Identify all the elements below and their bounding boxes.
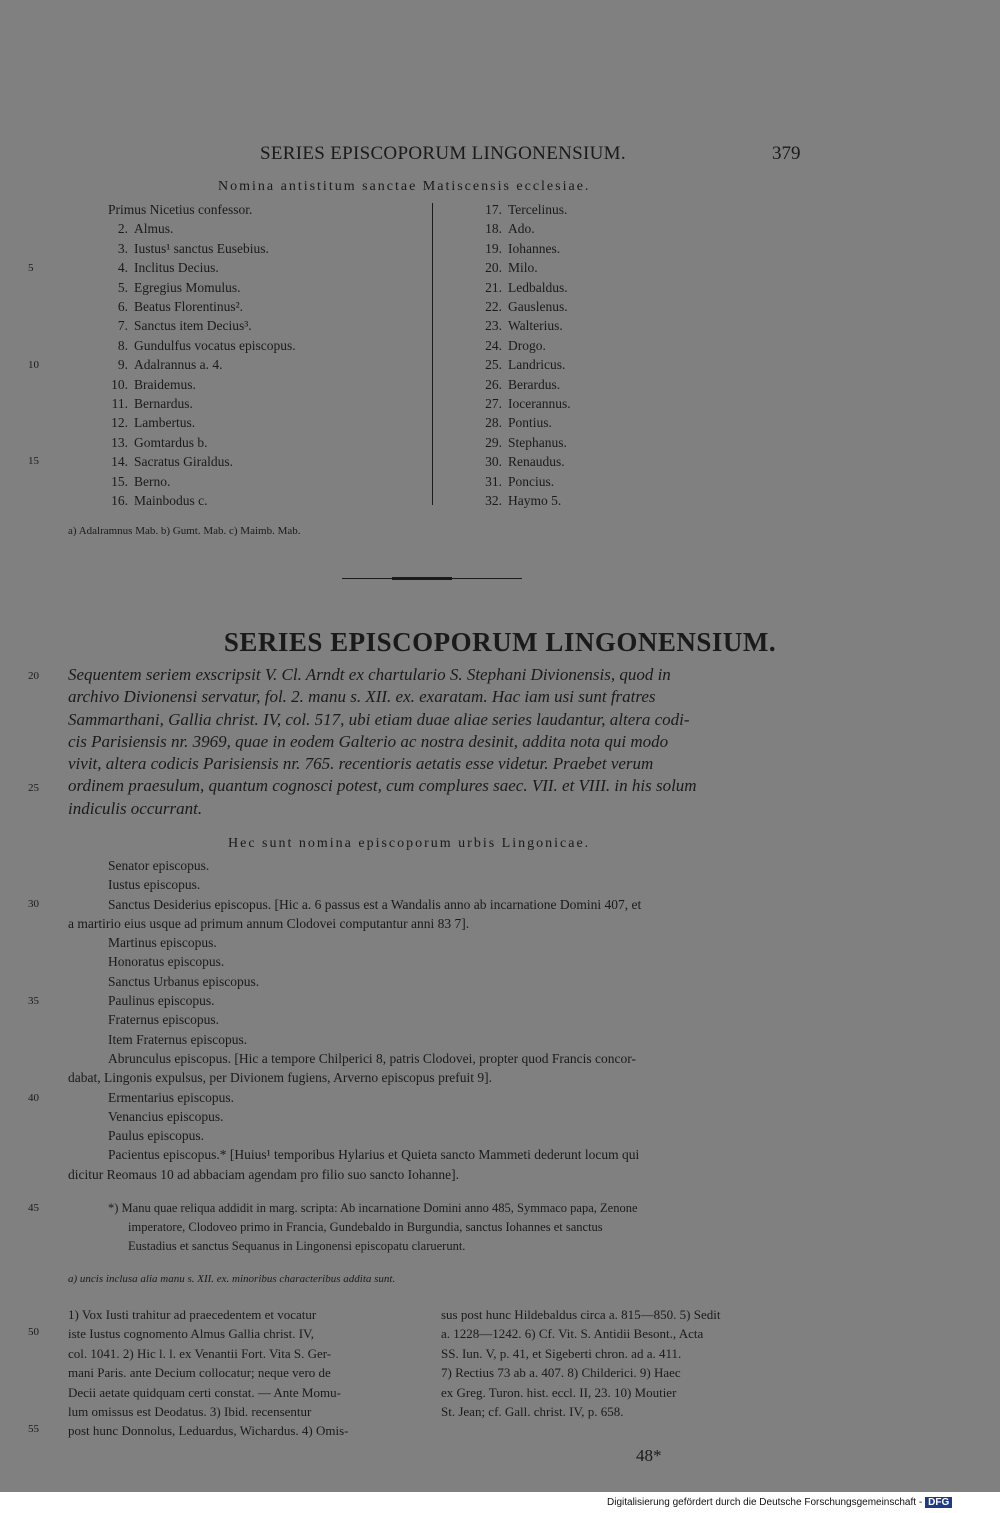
star-footnote-line: *) Manu quae reliqua addidit in marg. scripta: Ab incarnatione Domini anno 485, Symmaco papa, Zenone xyxy=(108,1201,638,1215)
bishop-entry xyxy=(108,375,296,394)
bishop-entry xyxy=(482,200,571,219)
intro-line: Sammarthani, Gallia christ. IV, col. 517, ubi etiam duae aliae series laudantur, altera codi- xyxy=(68,709,690,729)
bishop-name: Renaudus. xyxy=(508,454,565,470)
bishop-number: 29. xyxy=(485,434,502,450)
bishop-number: 8. xyxy=(117,337,128,353)
bishop-number: 5. xyxy=(117,279,128,295)
footnote-line: col. 1041. 2) Hic l. l. ex Venantii Fort. Vita S. Ger- xyxy=(68,1345,332,1361)
bishop-entry xyxy=(482,355,571,374)
bishop-entry xyxy=(108,394,296,413)
bishop-name: Beatus Florentinus². xyxy=(134,299,244,315)
bishop-name: Drogo. xyxy=(508,337,546,353)
bishop-number: 19. xyxy=(485,240,502,256)
footnote-line: SS. Iun. V, p. 41, et Sigeberti chron. ad a. 411. xyxy=(441,1345,682,1361)
bishop-name: Tercelinus. xyxy=(508,202,568,217)
bishop-number: 22. xyxy=(485,299,502,315)
bishop-number: 24. xyxy=(485,337,502,353)
margin-line-number: 45 xyxy=(28,1202,39,1214)
footnotes-left-column xyxy=(68,1305,428,1441)
bishop-name: Ledbaldus. xyxy=(508,279,568,295)
star-footnote xyxy=(108,1199,803,1256)
credit-text: Digitalisierung gefördert durch die Deutsche Forschungsgemeinschaft - xyxy=(607,1497,923,1508)
bishop-entry xyxy=(108,219,296,238)
bishop-name: Mainbodus c. xyxy=(134,493,208,509)
bishop-number: 12. xyxy=(111,415,128,431)
bishop-name: Braidemus. xyxy=(134,376,196,392)
bishop-name: Sacratus Giraldus. xyxy=(134,454,233,470)
bishop-entry xyxy=(482,239,571,258)
lingonicae-list-line: dabat, Lingonis expulsus, per Divionem fugiens, Arverno episcopus prefuit 9]. xyxy=(68,1070,493,1086)
footnote-line: 7) Rectius 73 ab a. 407. 8) Childerici. 9) Haec xyxy=(441,1365,681,1381)
bishop-name: Egregius Momulus. xyxy=(134,279,241,295)
lingonicae-list-line: Venancius episcopus. xyxy=(108,1108,224,1124)
lingonicae-list-line: Fraternus episcopus. xyxy=(108,1012,219,1028)
bishop-name: Gauslenus. xyxy=(508,299,568,315)
bishop-number: 32. xyxy=(485,493,502,509)
lingonicae-list-line: Abrunculus episcopus. [Hic a tempore Chilperici 8, patris Clodovei, propter quod Francis concor- xyxy=(108,1050,636,1066)
lingonicae-list-line: Paulinus episcopus. xyxy=(108,993,215,1009)
bishop-number: 4. xyxy=(117,260,128,276)
running-header-title: SERIES EPISCOPORUM LINGONENSIUM. xyxy=(260,143,626,164)
footnote-line: St. Jean; cf. Gall. christ. IV, p. 658. xyxy=(441,1404,624,1420)
page-number: 379 xyxy=(772,143,801,164)
margin-line-number: 20 xyxy=(28,670,39,682)
bishop-list-right xyxy=(482,200,571,511)
star-footnote-line: Eustadius et sanctus Sequanus in Lingonensi episcopatu claruerunt. xyxy=(128,1239,466,1253)
bishop-name: Sanctus item Decius³. xyxy=(134,318,252,334)
bishop-number: 27. xyxy=(485,396,502,412)
signature-mark: 48* xyxy=(636,1446,662,1465)
margin-line-number: 55 xyxy=(28,1423,39,1435)
intro-line: archivo Divionensi servatur, fol. 2. manu s. XII. ex. exaratam. Hac iam usi sunt fratres xyxy=(68,687,656,707)
margin-line-number: 5 xyxy=(28,262,34,274)
bishop-entry xyxy=(482,472,571,491)
bishop-number: 17. xyxy=(485,202,502,217)
bishop-number: 26. xyxy=(485,376,502,392)
lingonicae-list-line: Sanctus Desiderius episcopus. [Hic a. 6 passus est a Wandalis anno ab incarnatione Domini 407, et xyxy=(108,896,642,912)
bishop-entry xyxy=(482,336,571,355)
intro-line: Sequentem seriem exscripsit V. Cl. Arndt ex chartulario S. Stephani Divionensis, quod in xyxy=(68,665,671,684)
intro-line: vivit, altera codicis Parisiensis nr. 765. recentioris aetatis esse videtur. Praebet verum xyxy=(68,754,654,774)
bishop-entry xyxy=(108,413,296,432)
bishop-number: 30. xyxy=(485,454,502,470)
footnote-line: 1) Vox Iusti trahitur ad praecedentem et vocatur xyxy=(68,1307,317,1322)
margin-line-number: 30 xyxy=(28,898,39,910)
bishop-name: Pontius. xyxy=(508,415,552,431)
bishop-name: Berardus. xyxy=(508,376,561,392)
bishop-entry xyxy=(482,433,571,452)
bishop-number: 7. xyxy=(117,318,128,334)
bishop-number: 2. xyxy=(117,221,128,237)
lingonicae-list-title: Hec sunt nomina episcoporum urbis Lingonicae. xyxy=(228,836,591,851)
bishop-entry xyxy=(108,297,296,316)
footnote-line: mani Paris. ante Decium collocatur; neque vero de xyxy=(68,1365,331,1381)
bishop-entry xyxy=(108,258,296,277)
footnote-line: iste Iustus cognomento Almus Gallia christ. IV, xyxy=(68,1326,315,1342)
matiscensis-footnotes: a) Adalramnus Mab. b) Gumt. Mab. c) Maimb. Mab. xyxy=(68,525,301,537)
lingonicae-list-line: Ermentarius episcopus. xyxy=(108,1089,234,1105)
bishop-name: Primus Nicetius confessor. xyxy=(108,202,253,217)
lingonicae-list-line: Iustus episcopus. xyxy=(108,877,201,893)
bishop-entry xyxy=(108,278,296,297)
lingonicae-list-line: Item Fraternus episcopus. xyxy=(108,1031,248,1047)
bishop-name: Almus. xyxy=(134,221,174,237)
bishop-number: 28. xyxy=(485,415,502,431)
lingonicae-list-line: a martirio eius usque ad primum annum Clodovei computantur anni 83 7]. xyxy=(68,915,470,931)
bishop-entry xyxy=(108,433,296,452)
column-divider xyxy=(432,203,433,505)
intro-line: cis Parisiensis nr. 3969, quae in eodem Galterio ac nostra desinit, addita nota qui modo xyxy=(68,731,669,751)
bishop-entry xyxy=(482,375,571,394)
margin-line-number: 15 xyxy=(28,455,39,467)
lingonicae-list-line: dicitur Reomaus 10 ad abbaciam agendam pro filio suo sancto Iohanne]. xyxy=(68,1166,460,1182)
footnote-line: lum omissus est Deodatus. 3) Ibid. recensentur xyxy=(68,1404,312,1420)
bishop-entry xyxy=(482,394,571,413)
bishop-number: 9. xyxy=(117,357,128,373)
footnote-line: sus post hunc Hildebaldus circa a. 815—850. 5) Sedit xyxy=(441,1307,721,1322)
bishop-name: Iocerannus. xyxy=(508,396,571,412)
bishop-number: 15. xyxy=(111,473,128,489)
footnote-line: ex Greg. Turon. hist. eccl. II, 23. 10) Moutier xyxy=(441,1384,677,1400)
bishop-name: Inclitus Decius. xyxy=(134,260,219,276)
footnote-line: Decii aetate quidquam certi constat. — Ante Momu- xyxy=(68,1384,341,1400)
bishop-entry xyxy=(482,278,571,297)
bishop-name: Stephanus. xyxy=(508,434,567,450)
intro-line: ordinem praesulum, quantum cognosci potest, cum complures saec. VII. et VIII. in his solum xyxy=(68,776,697,796)
bishop-entry xyxy=(108,200,296,219)
introduction-paragraph xyxy=(68,664,803,820)
bishop-number: 21. xyxy=(485,279,502,295)
dfg-logo: DFG xyxy=(925,1497,952,1508)
bishop-number: 20. xyxy=(485,260,502,276)
bishop-entry xyxy=(482,219,571,238)
bishop-number: 10. xyxy=(111,376,128,392)
bishop-number: 11. xyxy=(111,396,128,412)
lingonicae-list-line: Martinus episcopus. xyxy=(108,935,217,951)
bishop-number: 16. xyxy=(111,493,128,509)
bishop-list-left xyxy=(108,200,296,511)
bishop-name: Milo. xyxy=(508,260,538,276)
section-divider-ornament xyxy=(392,577,452,580)
lingonicae-list-line: Sanctus Urbanus episcopus. xyxy=(108,973,260,989)
bishop-number: 14. xyxy=(111,454,128,470)
lingonicae-bishop-list xyxy=(68,856,803,1184)
intro-line: indiculis occurrant. xyxy=(68,798,203,818)
margin-line-number: 25 xyxy=(28,782,39,794)
margin-line-number: 50 xyxy=(28,1326,39,1338)
bishop-entry xyxy=(482,413,571,432)
bishop-number: 31. xyxy=(485,473,502,489)
margin-line-number: 40 xyxy=(28,1092,39,1104)
bishop-entry xyxy=(108,472,296,491)
bishop-name: Iustus¹ sanctus Eusebius. xyxy=(134,240,269,256)
lingonicae-list-line: Senator episcopus. xyxy=(108,858,210,873)
bishop-number: 23. xyxy=(485,318,502,334)
bishop-name: Gomtardus b. xyxy=(134,434,208,450)
bishop-number: 13. xyxy=(111,434,128,450)
bishop-name: Walterius. xyxy=(508,318,563,334)
footnote-line: a. 1228—1242. 6) Cf. Vit. S. Antidii Besont., Acta xyxy=(441,1326,704,1342)
bishop-entry xyxy=(482,297,571,316)
bishop-number: 18. xyxy=(485,221,502,237)
bishop-entry xyxy=(482,316,571,335)
lingonicae-list-line: Honoratus episcopus. xyxy=(108,954,225,970)
bishop-entry xyxy=(482,258,571,277)
bishop-entry xyxy=(482,491,571,510)
bishop-entry xyxy=(108,355,296,374)
footnotes-right-column xyxy=(441,1305,803,1421)
section-title: SERIES EPISCOPORUM LINGONENSIUM. xyxy=(223,627,777,657)
matiscensis-table-title: Nomina antistitum sanctae Matiscensis ecclesiae. xyxy=(218,179,591,194)
bishop-entry xyxy=(482,452,571,471)
margin-line-number: 10 xyxy=(28,359,39,371)
star-footnote-line: imperatore, Clodoveo primo in Francia, Gundebaldo in Burgundia, sanctus Iohannes et sanctus xyxy=(128,1220,603,1234)
digitization-credit xyxy=(607,1497,952,1508)
bishop-entry xyxy=(108,316,296,335)
bishop-name: Landricus. xyxy=(508,357,566,373)
margin-line-number: 35 xyxy=(28,995,39,1007)
bishop-name: Ado. xyxy=(508,221,535,237)
bishop-number: 25. xyxy=(485,357,502,373)
bishop-name: Gundulfus vocatus episcopus. xyxy=(134,337,296,353)
bishop-name: Iohannes. xyxy=(508,240,561,256)
bishop-name: Haymo 5. xyxy=(508,493,562,509)
bishop-name: Adalrannus a. 4. xyxy=(134,357,223,373)
bishop-number: 6. xyxy=(117,299,128,315)
bishop-entry xyxy=(108,452,296,471)
bishop-name: Berno. xyxy=(134,473,171,489)
bishop-entry xyxy=(108,336,296,355)
bishop-name: Lambertus. xyxy=(134,415,196,431)
bishop-name: Poncius. xyxy=(508,473,555,489)
bishop-entry xyxy=(108,239,296,258)
bishop-number: 3. xyxy=(117,240,128,256)
lingonicae-list-line: Paulus episcopus. xyxy=(108,1128,204,1144)
lingonicae-list-line: Pacientus episcopus.* [Huius¹ temporibus Hylarius et Quieta sancto Mammeti dederunt locum qui xyxy=(108,1147,640,1163)
apparatus-note-a: a) uncis inclusa alia manu s. XII. ex. minoribus characteribus addita sunt. xyxy=(68,1273,396,1285)
bishop-name: Bernardus. xyxy=(134,396,193,412)
footnote-line: post hunc Donnolus, Leduardus, Wichardus. 4) Omis- xyxy=(68,1423,349,1439)
bishop-entry xyxy=(108,491,296,510)
